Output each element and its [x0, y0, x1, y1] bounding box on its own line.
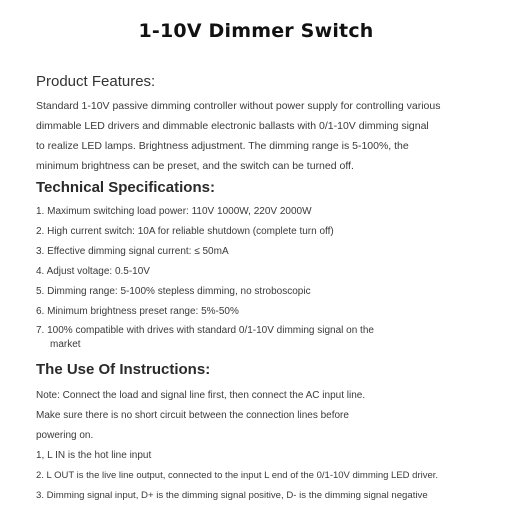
instruction-line: Make sure there is no short circuit between the connection lines before [36, 410, 349, 421]
spec-item: 5. Dimming range: 5-100% stepless dimming, no stroboscopic [36, 286, 311, 297]
instruction-line: Note: Connect the load and signal line first, then connect the AC input line. [36, 390, 366, 401]
spec-item: 1. Maximum switching load power: 110V 1000W, 220V 2000W [36, 206, 312, 217]
product-features-paragraph [36, 96, 506, 176]
spec-item: 2. High current switch: 10A for reliable shutdown (complete turn off) [36, 226, 334, 237]
spec-item: 3. Effective dimming signal current: ≤ 50mA [36, 246, 229, 257]
instructions-heading: The Use Of Instructions: [36, 361, 211, 378]
paragraph-line: dimmable LED drivers and dimmable electronic ballasts with 0/1-10V dimming signal [36, 120, 429, 132]
paragraph-line: Standard 1-10V passive dimming controller without power supply for controlling various [36, 100, 441, 112]
product-features-heading: Product Features: [36, 73, 156, 90]
instruction-line: 3. Dimming signal input, D+ is the dimming signal positive, D- is the dimming signal negative [36, 490, 428, 501]
spec-item: 6. Minimum brightness preset range: 5%-50% [36, 306, 239, 317]
instruction-line: 2. L OUT is the live line output, connected to the input L end of the 0/1-10V dimming LED driver. [36, 470, 439, 481]
paragraph-line: minimum brightness can be preset, and the switch can be turned off. [36, 160, 354, 172]
spec-item: 4. Adjust voltage: 0.5-10V [36, 266, 150, 277]
spec-item: 7. 100% compatible with drives with standard 0/1-10V dimming signal on the [36, 325, 374, 336]
page-title: 1-10V Dimmer Switch [138, 20, 374, 42]
technical-specifications-heading: Technical Specifications: [36, 179, 215, 196]
spec-item-continuation: market [50, 339, 81, 350]
instruction-line: powering on. [36, 430, 94, 441]
instruction-line: 1, L IN is the hot line input [36, 450, 152, 461]
paragraph-line: to realize LED lamps. Brightness adjustment. The dimming range is 5-100%, the [36, 140, 409, 152]
